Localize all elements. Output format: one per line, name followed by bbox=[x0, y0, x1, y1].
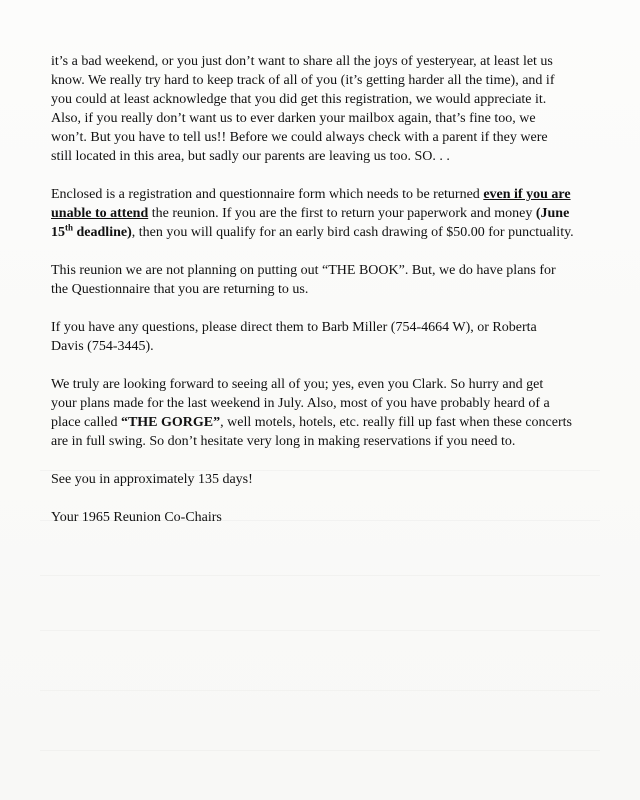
bleed-through-line bbox=[40, 750, 600, 751]
paragraph-questions bbox=[51, 318, 596, 356]
emphasis-june: (June bbox=[535, 206, 570, 221]
text-line: Also, if you really don’t want us to ever darken your mailbox again, that’s fine too, we bbox=[51, 111, 536, 126]
text-line: you could at least acknowledge that you did get this registration, we would appreciate it. bbox=[51, 92, 547, 107]
bleed-through-line bbox=[40, 630, 600, 631]
text-line: This reunion we are not planning on putting out “THE BOOK”. But, we do have plans for bbox=[51, 263, 556, 278]
emphasis-deadline: deadline) bbox=[73, 225, 132, 240]
text-line bbox=[51, 413, 596, 432]
text-line: know. We really try hard to keep track of all of you (it’s getting harder all the time), and if bbox=[51, 73, 555, 88]
text-line bbox=[51, 223, 596, 242]
text-run: place called bbox=[51, 415, 121, 430]
text-line: still located in this area, but sadly our parents are leaving us too. SO. . . bbox=[51, 149, 450, 164]
text-line: See you in approximately 135 days! bbox=[51, 472, 253, 487]
bleed-through-line bbox=[40, 690, 600, 691]
text-line: Your 1965 Reunion Co-Chairs bbox=[51, 510, 222, 525]
paragraph-registration bbox=[51, 185, 596, 242]
ordinal-suffix: th bbox=[65, 222, 74, 233]
paragraph-book bbox=[51, 261, 596, 299]
paragraph-gorge bbox=[51, 375, 596, 451]
text-line: are in full swing. So don’t hesitate very long in making reservations if you need to. bbox=[51, 434, 516, 449]
text-line bbox=[51, 204, 596, 223]
text-line: If you have any questions, please direct them to Barb Miller (754-4664 W), or Roberta bbox=[51, 320, 537, 335]
emphasis-the-gorge: “THE GORGE” bbox=[120, 415, 221, 430]
signature-line bbox=[51, 508, 596, 527]
text-line: won’t. But you have to tell us!! Before we could always check with a parent if they were bbox=[51, 130, 548, 145]
paragraph-see-you bbox=[51, 470, 596, 489]
text-run: , then you will qualify for an early bird cash drawing of $50.00 for punctuality. bbox=[131, 225, 574, 240]
text-run: the reunion. If you are the first to return your paperwork and money bbox=[148, 206, 536, 221]
letter-body bbox=[51, 52, 596, 546]
paragraph-contact-request bbox=[51, 52, 596, 166]
emphasis-deadline-day: 15 bbox=[51, 225, 65, 240]
text-line: your plans made for the last weekend in July. Also, most of you have probably heard of a bbox=[51, 396, 550, 411]
text-line: We truly are looking forward to seeing all of you; yes, even you Clark. So hurry and get bbox=[51, 377, 544, 392]
text-line bbox=[51, 185, 596, 204]
text-run: , well motels, hotels, etc. really fill up fast when these concerts bbox=[220, 415, 572, 430]
bleed-through-line bbox=[40, 575, 600, 576]
text-line: the Questionnaire that you are returning to us. bbox=[51, 282, 309, 297]
text-line: Davis (754-3445). bbox=[51, 339, 154, 354]
text-run: Enclosed is a registration and questionnaire form which needs to be returned bbox=[51, 187, 484, 202]
emphasis-unable-to-attend: unable to attend bbox=[51, 206, 149, 221]
emphasis-even-if: even if you are bbox=[483, 187, 571, 202]
text-line: it’s a bad weekend, or you just don’t want to share all the joys of yesteryear, at least let us bbox=[51, 54, 553, 69]
